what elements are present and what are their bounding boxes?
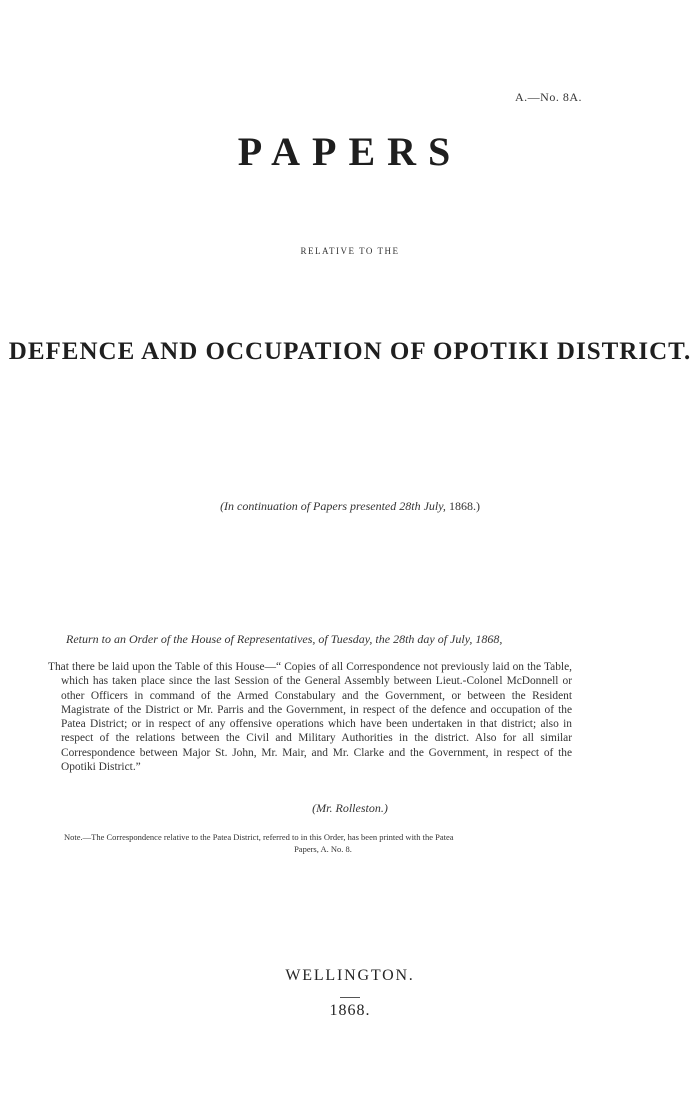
continuation-prefix: (In continuation of Papers presented (220, 499, 400, 513)
relative-to-line: RELATIVE TO THE (300, 246, 400, 256)
order-text: That there be laid upon the Table of this House—“ Copies of all Correspondence not previously laid on the Table, which has taken place since the last Session of the General Assembly between Lieut.-Colonel McDonnell or other Officers in command of the Armed Constabulary and the Government, or between the Resident Magistrate of the District or Mr. Parris and the Government, in respect of the defence and occupation of the Patea District; or in respect of any offensive operations which have been undertaken in that district; also in respect of the relations between the Civil and Military Authorities in the district. Also for all similar Correspondence between Major St. John, Mr. Mair, and Mr. Clarke and the Government, in respect of the Opotiki District.” (48, 661, 572, 774)
footnote-line-2: Papers, A. No. 8. (294, 843, 352, 854)
document-subject-title: DEFENCE AND OCCUPATION OF OPOTIKI DISTRICT. (8, 338, 692, 365)
continuation-date: 28th July, (399, 499, 446, 513)
continuation-note (0, 499, 700, 514)
imprint-city: WELLINGTON. (285, 967, 415, 984)
imprint-divider (340, 997, 360, 998)
document-reference: A.—No. 8A. (515, 90, 582, 104)
imprint-year: 1868. (329, 1002, 371, 1019)
continuation-year: 1868.) (445, 499, 480, 513)
page-title: PAPERS (237, 129, 463, 174)
footnote (64, 832, 582, 855)
order-text-block (48, 660, 572, 774)
return-to-order-line: Return to an Order of the House of Representatives, of Tuesday, the 28th day of July, 1868, (66, 632, 503, 646)
footnote-line-1: Note.—The Correspondence relative to the Patea District, referred to in this Order, has been printed with the Patea (64, 832, 454, 842)
order-mover: (Mr. Rolleston.) (312, 801, 388, 815)
